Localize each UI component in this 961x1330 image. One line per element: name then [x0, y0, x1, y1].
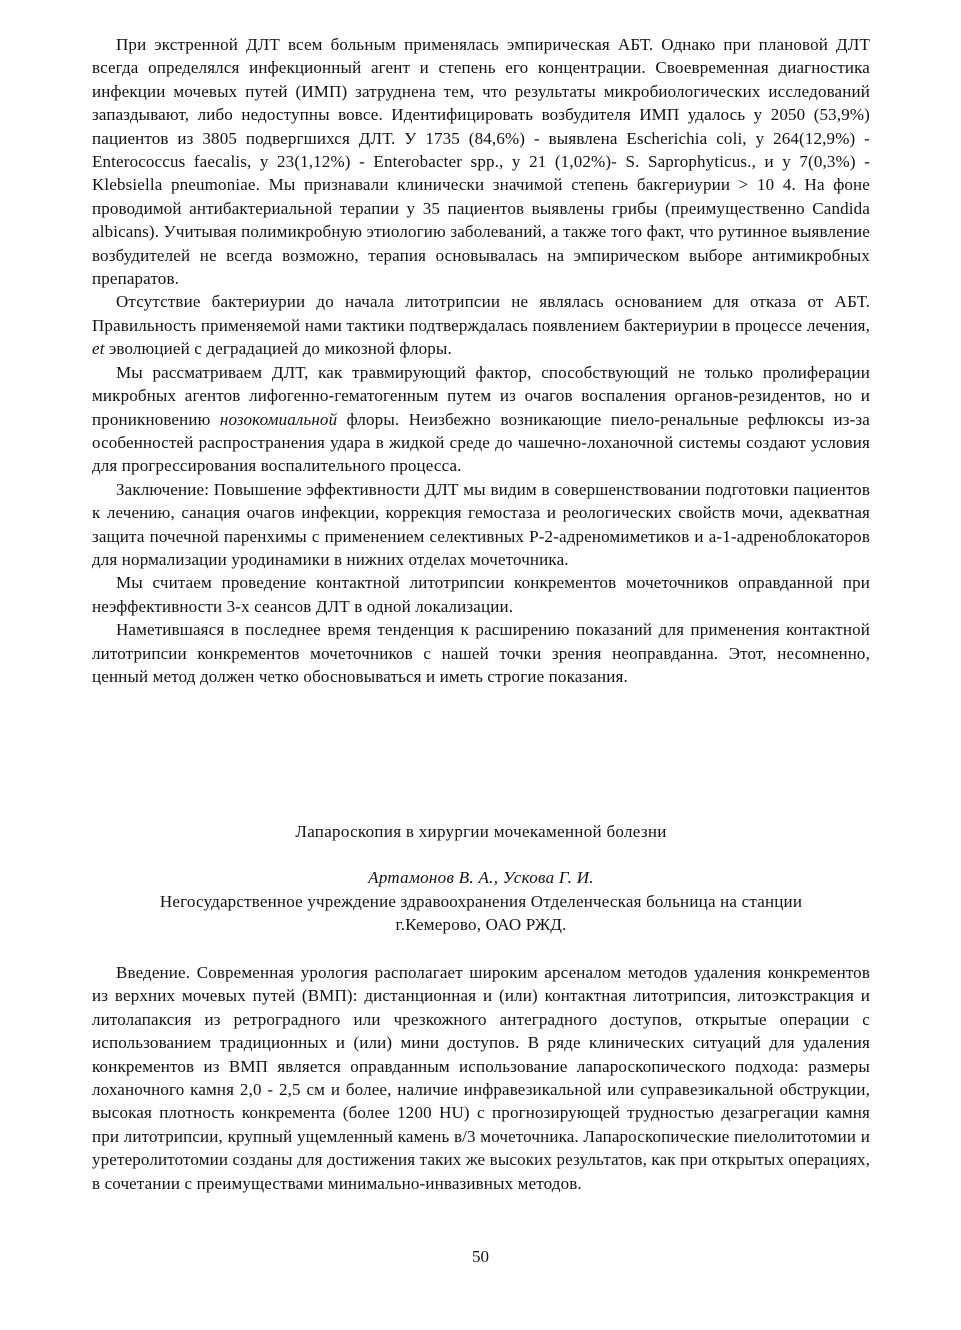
- affiliation-line-2: г.Кемерово, ОАО РЖД.: [395, 915, 567, 934]
- paragraph-bacteriuria: [92, 290, 870, 360]
- section-authors: Артамонов В. А., Ускова Г. И.: [368, 868, 594, 887]
- paragraph-introduction: Введение. Современная урология располагает широким арсеналом методов удаления конкрементов из верхних мочевых путей (ВМП): дистанционная и (или) контактная литотрипсия, литоэкстракция и литолапаксия из ретроградного или чрезкожного антеградного доступов, открытые операции с использованием традиционных и (или) мини доступов. В ряде клинических ситуаций для удаления конкрементов из ВМП является оправданным использование лапароскопического подхода: размеры лоханочного камня 2,0 - 2,5 см и более, наличие инфравезикальной или суправезикальной обструкции, высокая плотность конкремента (более 1200 HU) с прогнозирующей трудностью дезагрегации камня при литотрипсии, крупный ущемленный камень в/3 мочеточника. Лапароскопические пиелолитотомии и уретеролитотомии созданы для достижения таких же высоких результатов, как при открытых операциях, в сочетании с преимуществами минимально-инвазивных методов.: [92, 963, 870, 1193]
- article-body: [92, 33, 870, 688]
- section-title: Лапароскопия в хирургии мочекаменной болезни: [295, 822, 667, 841]
- page-number: 50: [472, 1247, 489, 1266]
- paragraph-traumatic-factor-tail: флоры. Неизбежно возникающие пиело-ренальные рефлюксы из-за особенностей распространения удара в жидкой среде до чашечно-лоханочной системы создают условия для прогрессирования воспалительного процесса.: [92, 409, 870, 476]
- paragraph-traumatic-factor-text: Мы рассматриваем ДЛТ, как травмирующий фактор, способствующий не только пролиферации микробных агентов лифогенно-гематогенным путем из очагов воспаления органов-резидентов, но и проникновению: [92, 362, 870, 429]
- section-affiliation: [92, 890, 870, 936]
- intro-section: [92, 961, 870, 1195]
- paragraph-tendency: Наметившаяся в последнее время тенденция к расширению показаний для применения контактной литотрипсии конкрементов мочеточников с нашей точки зрения неоправданна. Этот, несомненно, ценный метод должен четко обосновываться и иметь строгие показания.: [92, 620, 870, 686]
- paragraph-bacteriuria-italic: et: [92, 339, 105, 359]
- paragraph-traumatic-factor: [92, 361, 870, 478]
- paragraph-bacteriuria-text: Отсутствие бактериурии до начала литотрипсии не являлась основанием для отказа от АБТ. Правильность применяемой нами тактики подтверждалась появлением бактериурии в процессе лечения,: [92, 292, 870, 335]
- paragraph-traumatic-factor-italic: нозокомиальной: [219, 409, 338, 429]
- paragraph-contact-lithotripsy: Мы считаем проведение контактной литотрипсии конкрементов мочеточников оправданной при неэффективности 3-х сеансов ДЛТ в одной локализации.: [92, 573, 870, 616]
- paragraph-conclusion: Заключение: Повышение эффективности ДЛТ мы видим в совершенствовании подготовки пациентов к лечению, санация очагов инфекции, коррекция гемостаза и реологических свойств мочи, адекватная защита почечной паренхимы с применением селективных Р-2-адреномиметиков и а-1-адреноблокаторов для нормализации уродинамики в нижних отделах мочеточника.: [92, 479, 870, 569]
- affiliation-line-1: Негосударственное учреждение здравоохранения Отделенческая больница на станции: [159, 892, 803, 911]
- paragraph-empiric-therapy: При экстренной ДЛТ всем больным применялась эмпирическая АБТ. Однако при плановой ДЛТ всегда определялся инфекционный агент и степень его концентрации. Своевременная диагностика инфекции мочевых путей (ИМП) затруднена тем, что результаты микробиологических исследований запаздывают, либо недоступны вовсе. Идентифицировать возбудителя ИМП удалось у 2050 (53,9%) пациентов из 3805 подвергшихся ДЛТ. У 1735 (84,6%) - выявлена Escherichia coli, у 264(12,9%) - Enterococcus faecalis, у 23(1,12%) - Enterobacter spp., у 21 (1,02%)- S. Saprophyticus., и у 7(0,3%) - Klebsiella pneumoniae. Мы признавали клинически значимой степень бакгериурии > 10 4. На фоне проводимой антибактериальной терапии у 35 пациентов выявлены грибы (преимущественно Candida albicans). Учитывая полимикробную этиологию заболеваний, а также того факт, что рутинное выявление возбудителей не всегда возможно, терапия основывалась на эмпирическом выборе антимикробных препаратов.: [92, 35, 870, 289]
- paragraph-bacteriuria-tail: эволюцией с деградацией до микозной флоры.: [104, 339, 452, 359]
